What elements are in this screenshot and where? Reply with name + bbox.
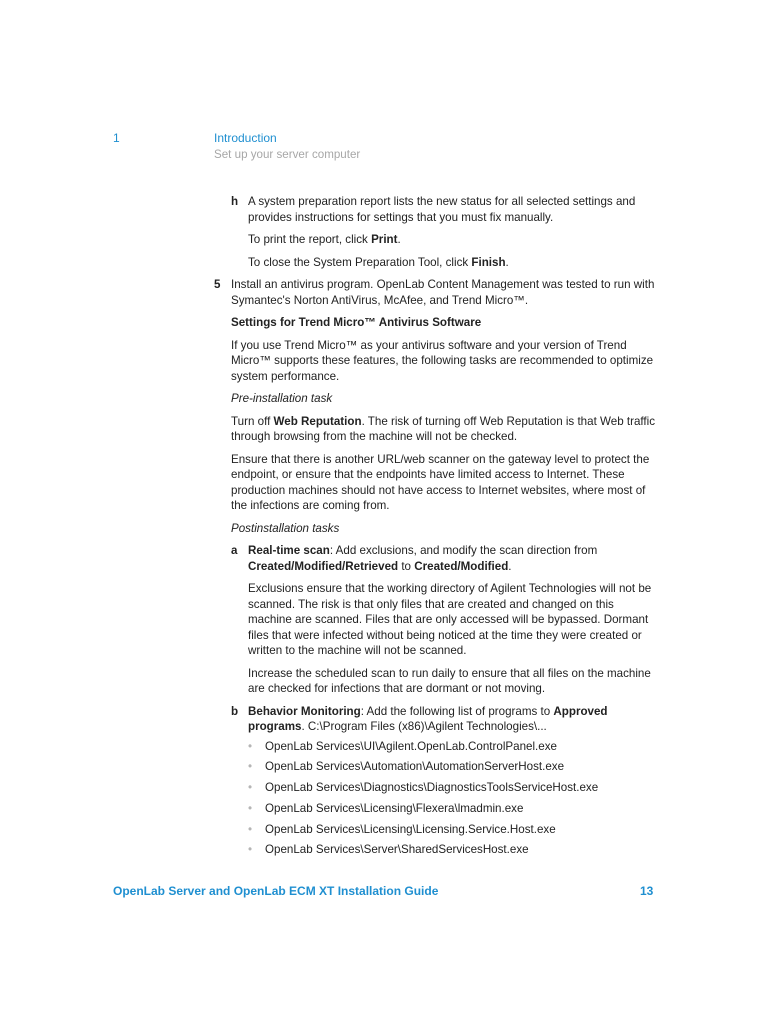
step-5-text: Install an antivirus program. OpenLab Content Management was tested to run with Symantec's Norton AntiVirus, McAfee, and Trend Micro™. [231, 278, 655, 307]
scheduled-scan-text: Increase the scheduled scan to run daily to ensure that all files on the machine are checked for infections that are dormant or not moving. [248, 666, 651, 695]
list-item: • OpenLab Services\Server\SharedServicesHost.exe [248, 843, 529, 857]
footer-guide-title: OpenLab Server and OpenLab ECM XT Installation Guide [113, 884, 439, 898]
page-content [214, 194, 659, 864]
bullet-icon: • [248, 739, 253, 753]
close-instruction: To close the System Preparation Tool, click Finish. [248, 255, 509, 269]
list-item: • OpenLab Services\Automation\AutomationServerHost.exe [248, 760, 565, 774]
list-item: • OpenLab Services\UI\Agilent.OpenLab.ControlPanel.exe [248, 739, 557, 753]
task-a-marker: a [231, 544, 238, 557]
web-reputation-label: Web Reputation [273, 414, 362, 428]
bullet-icon: • [248, 801, 253, 815]
task-b-text: Behavior Monitoring: Add the following list of programs to Approved programs. C:\Program Files (x86)\Agilent Technologies\... [248, 704, 608, 733]
trend-micro-intro: If you use Trend Micro™ as your antivirus software and your version of Trend Micro™ supports these features, the following tasks are recommended to optimize system performance. [231, 338, 654, 383]
list-item: • OpenLab Services\Licensing\Licensing.Service.Host.exe [248, 822, 556, 836]
trend-micro-heading: Settings for Trend Micro™ Antivirus Software [231, 316, 482, 329]
chapter-title: Introduction [214, 131, 277, 145]
list-item: • OpenLab Services\Licensing\Flexera\lmadmin.exe [248, 801, 524, 815]
behavior-monitoring-label: Behavior Monitoring [248, 704, 361, 718]
print-label: Print [371, 233, 398, 246]
exclusions-text: Exclusions ensure that the working directory of Agilent Technologies will not be scanned. The risk is that only files that are created and changed on this machine are scanned. Files that are only accessed will be bypassed. Dormant files that were infected without being noticed at the time they were created or written to the machine will not be scanned. [248, 582, 652, 657]
step-5-marker: 5 [214, 278, 221, 291]
page-number: 13 [640, 884, 654, 898]
task-a [214, 543, 659, 697]
section-title: Set up your server computer [214, 148, 361, 161]
approved-programs-label: Approved programs [248, 704, 608, 733]
bullet-icon: • [248, 822, 253, 836]
ensure-text: Ensure that there is another URL/web scanner on the gateway level to protect the endpoint, or ensure that the endpoints have limited access to Internet. These production machines should not have access to Internet websites, where most of the infections are coming from. [231, 452, 650, 512]
step-5 [214, 277, 659, 308]
bullet-icon: • [248, 843, 253, 857]
bullet-icon: • [248, 760, 253, 774]
step-h-text: A system preparation report lists the new status for all selected settings and provides instructions for settings that you must fix manually. [248, 195, 636, 224]
task-b [214, 704, 659, 858]
web-reputation-text: Turn off Web Reputation. The risk of turning off Web Reputation is that Web traffic through browsing from the machine will not be checked. [231, 414, 655, 443]
approved-programs-list [248, 739, 659, 858]
pre-installation-title: Pre-installation task [231, 392, 333, 405]
chapter-number: 1 [113, 131, 120, 145]
bullet-icon: • [248, 781, 253, 795]
finish-label: Finish [471, 255, 506, 269]
postinstallation-title: Postinstallation tasks [231, 521, 340, 535]
step-h-marker: h [231, 195, 239, 208]
real-time-scan-label: Real-time scan [248, 544, 330, 557]
task-a-text: Real-time scan: Add exclusions, and modify the scan direction from Created/Modified/Retrieved to Created/Modified. [248, 544, 598, 573]
task-b-marker: b [231, 704, 239, 718]
print-instruction: To print the report, click Print. [248, 233, 401, 246]
step-h [214, 194, 659, 270]
list-item: • OpenLab Services\Diagnostics\DiagnosticsToolsServiceHost.exe [248, 781, 599, 795]
